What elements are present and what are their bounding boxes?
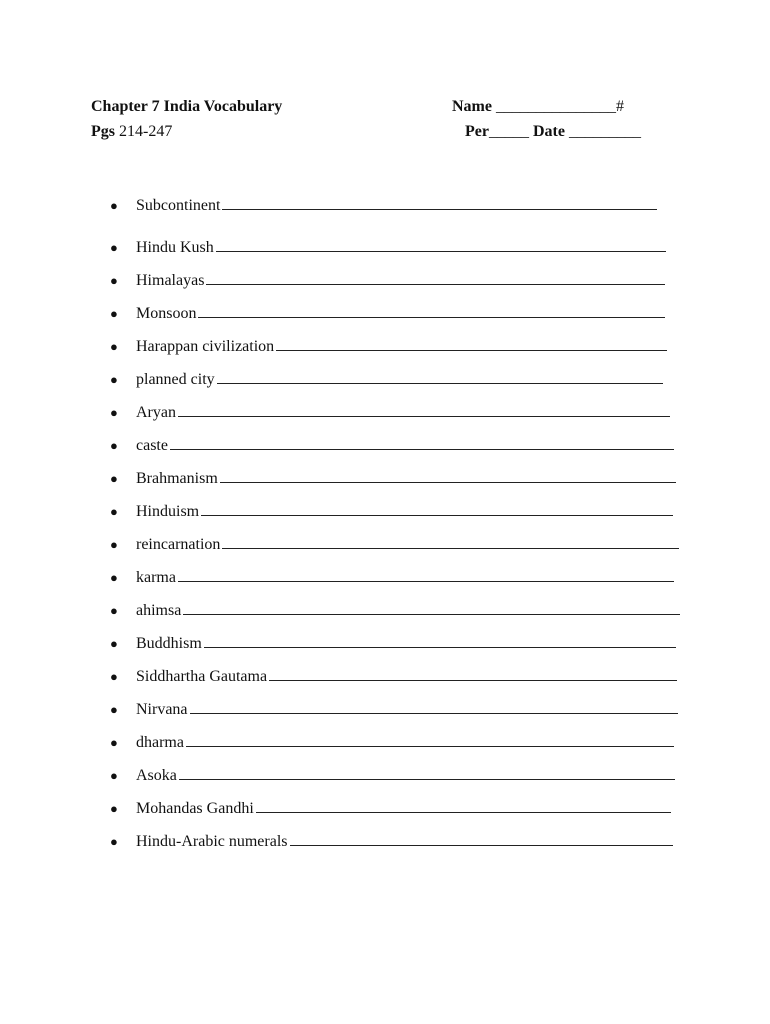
date-label: Date [532, 123, 565, 140]
vocab-term: dharma [136, 734, 184, 751]
bullet-icon: ● [110, 768, 118, 783]
answer-line[interactable] [222, 195, 657, 210]
list-item [110, 666, 690, 699]
bullet-icon: ● [110, 669, 118, 684]
list-item [110, 237, 690, 270]
answer-line[interactable] [204, 633, 676, 648]
date-blank[interactable]: _________ [568, 123, 641, 140]
per-label: Per [465, 123, 489, 140]
bullet-icon: ● [110, 801, 118, 816]
bullet-icon: ● [110, 372, 118, 387]
bullet-icon: ● [110, 702, 118, 717]
vocab-term: Mohandas Gandhi [136, 800, 254, 817]
bullet-icon: ● [110, 339, 118, 354]
name-blank[interactable]: _______________# [495, 98, 624, 115]
vocab-term: caste [136, 437, 168, 454]
vocab-term: planned city [136, 371, 215, 388]
list-item [110, 501, 690, 534]
answer-line[interactable] [206, 270, 665, 285]
answer-line[interactable] [179, 765, 675, 780]
vocab-term: Monsoon [136, 305, 197, 322]
vocab-term: Asoka [136, 767, 177, 784]
list-item [110, 195, 690, 237]
list-item [110, 732, 690, 765]
vocab-term: Buddhism [136, 635, 202, 652]
answer-line[interactable] [198, 303, 665, 318]
bullet-icon: ● [110, 570, 118, 585]
worksheet-header-left [91, 94, 282, 144]
answer-line[interactable] [216, 237, 666, 252]
bullet-icon: ● [110, 834, 118, 849]
bullet-icon: ● [110, 636, 118, 651]
answer-line[interactable] [217, 369, 663, 384]
vocab-term: Aryan [136, 404, 176, 421]
list-item [110, 831, 690, 864]
list-item [110, 567, 690, 600]
vocab-term: Nirvana [136, 701, 188, 718]
list-item [110, 534, 690, 567]
list-item [110, 468, 690, 501]
worksheet-header-right [452, 94, 641, 144]
vocab-term: Himalayas [136, 272, 205, 289]
answer-line[interactable] [222, 534, 679, 549]
bullet-icon: ● [110, 471, 118, 486]
answer-line[interactable] [190, 699, 678, 714]
bullet-icon: ● [110, 438, 118, 453]
list-item [110, 435, 690, 468]
answer-line[interactable] [178, 567, 674, 582]
answer-line[interactable] [170, 435, 674, 450]
list-item [110, 303, 690, 336]
pages-range: 214-247 [119, 123, 173, 140]
list-item [110, 402, 690, 435]
vocab-term: Subcontinent [136, 197, 221, 214]
list-item [110, 765, 690, 798]
vocab-term: ahimsa [136, 602, 182, 619]
bullet-icon: ● [110, 504, 118, 519]
name-label: Name [452, 98, 492, 115]
bullet-icon: ● [110, 405, 118, 420]
bullet-icon: ● [110, 603, 118, 618]
vocab-term: karma [136, 569, 176, 586]
vocab-term: reincarnation [136, 536, 221, 553]
vocabulary-list [110, 195, 690, 864]
answer-line[interactable] [276, 336, 667, 351]
answer-line[interactable] [290, 831, 673, 846]
pages-label: Pgs [91, 123, 115, 140]
answer-line[interactable] [256, 798, 671, 813]
vocab-term: Brahmanism [136, 470, 218, 487]
bullet-icon: ● [110, 273, 118, 288]
per-date-line [452, 119, 641, 144]
vocab-term: Siddhartha Gautama [136, 668, 268, 685]
bullet-icon: ● [110, 537, 118, 552]
bullet-icon: ● [110, 198, 118, 213]
list-item [110, 336, 690, 369]
answer-line[interactable] [183, 600, 680, 615]
per-blank[interactable]: _____ [488, 123, 529, 140]
answer-line[interactable] [201, 501, 673, 516]
answer-line[interactable] [178, 402, 670, 417]
list-item [110, 369, 690, 402]
vocab-term: Harappan civilization [136, 338, 275, 355]
list-item [110, 699, 690, 732]
bullet-icon: ● [110, 306, 118, 321]
vocab-term: Hindu Kush [136, 239, 214, 256]
answer-line[interactable] [220, 468, 676, 483]
answer-line[interactable] [186, 732, 674, 747]
vocab-term: Hinduism [136, 503, 200, 520]
list-item [110, 633, 690, 666]
worksheet-title: Chapter 7 India Vocabulary [91, 98, 283, 115]
bullet-icon: ● [110, 240, 118, 255]
name-line [452, 94, 641, 119]
bullet-icon: ● [110, 735, 118, 750]
pages-line [91, 119, 282, 144]
list-item [110, 798, 690, 831]
answer-line[interactable] [269, 666, 677, 681]
vocab-term: Hindu-Arabic numerals [136, 833, 288, 850]
list-item [110, 600, 690, 633]
list-item [110, 270, 690, 303]
